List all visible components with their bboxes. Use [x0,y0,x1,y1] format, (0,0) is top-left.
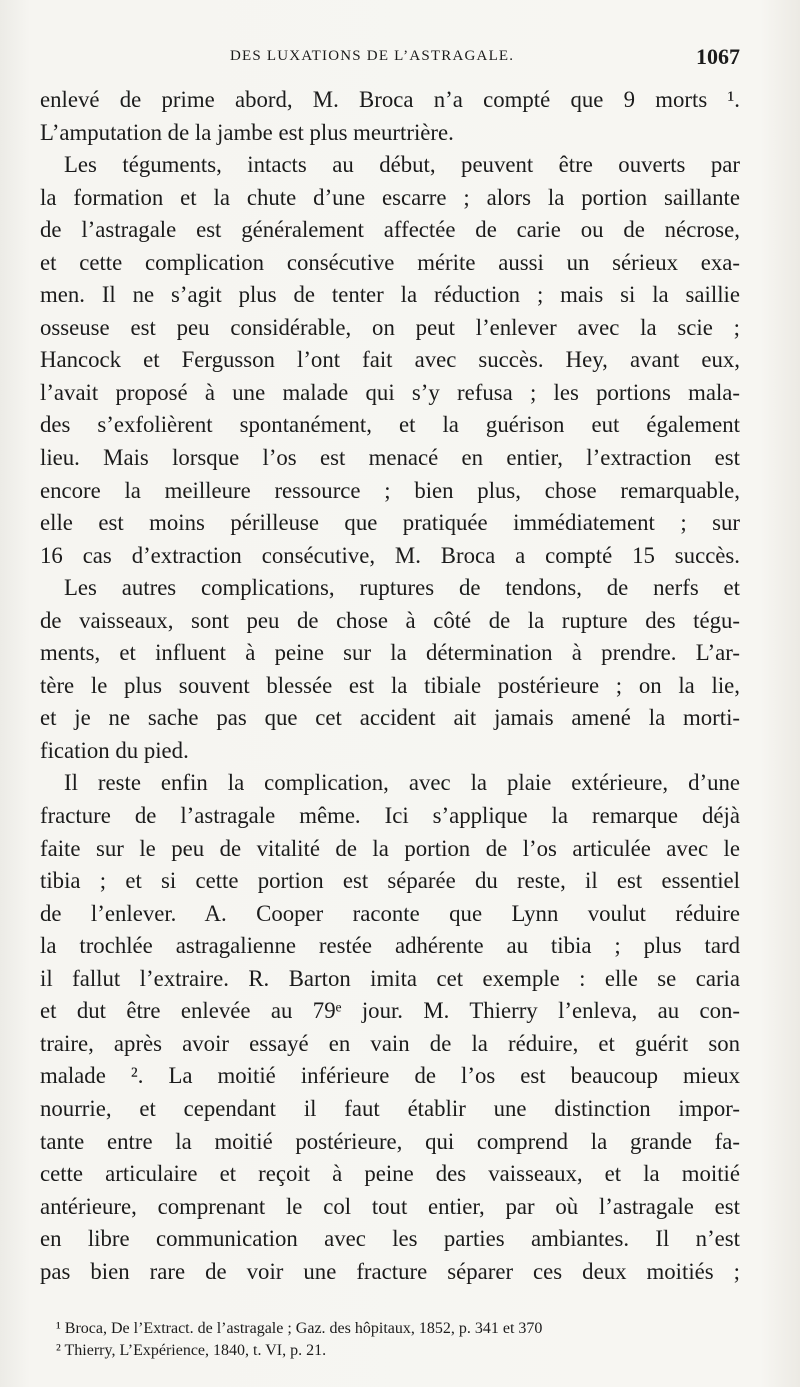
text-line: men. Il ne s’agit plus de tenter la réduction ; mais si la saillie [40,282,740,308]
text-line: la formation et la chute d’une escarre ; alors la portion saillante [40,184,740,210]
text-line: faite sur le peu de vitalité de la portion de l’os articulée avec le [40,835,740,861]
text-line: antérieure, comprenant le col tout entier, par où l’astragale est [40,1193,740,1219]
footnote-2: ² Thierry, L’Expérience, 1840, t. VI, p. 21. [56,1342,327,1359]
text-line: Il reste enfin la complication, avec la plaie extérieure, d’une [64,770,740,796]
text-line: et je ne sache pas que cet accident ait jamais amené la morti- [40,705,740,731]
text-line: nourrie, et cependant il faut établir une distinction impor- [40,1095,740,1121]
text-line: de l’enlever. A. Cooper raconte que Lynn voulut réduire [40,900,740,926]
text-line: Hancock et Fergusson l’ont fait avec succès. Hey, avant eux, [40,347,740,373]
text-line: Les autres complications, ruptures de tendons, de nerfs et [64,575,740,601]
text-line: tante entre la moitié postérieure, qui comprend la grande fa- [40,1128,740,1154]
text-line: la trochlée astragalienne restée adhérente au tibia ; plus tard [40,933,740,959]
text-line: l’avait proposé à une malade qui s’y refusa ; les portions mala- [40,379,740,405]
text-line: de l’astragale est généralement affectée de carie ou de nécrose, [40,217,740,243]
text-line: fracture de l’astragale même. Ici s’applique la remarque déjà [40,803,740,829]
text-line: pas bien rare de voir une fracture séparer ces deux moitiés ; [40,1258,740,1284]
footnote-1: ¹ Broca, De l’Extract. de l’astragale ; Gaz. des hôpitaux, 1852, p. 341 et 370 [56,1320,543,1337]
text-line: traire, après avoir essayé en vain de la réduire, et guérit son [40,1030,740,1056]
text-line: encore la meilleure ressource ; bien plus, chose remarquable, [40,477,740,503]
page-number: 1067 [696,44,740,69]
text-line: elle est moins périlleuse que pratiquée immédiatement ; sur [40,510,740,536]
text-line: des s’exfolièrent spontanément, et la guérison eut également [40,412,740,438]
footnotes [56,1318,740,1362]
text-line: L’amputation de la jambe est plus meurtrière. [40,119,454,145]
text-line: de vaisseaux, sont peu de chose à côté de la rupture des tégu- [40,607,740,633]
text-line: malade ². La moitié inférieure de l’os est beaucoup mieux [40,1063,740,1089]
text-line: et dut être enlevée au 79ᵉ jour. M. Thierry l’enleva, au con- [40,998,740,1024]
text-line: osseuse est peu considérable, on peut l’enlever avec la scie ; [40,314,740,340]
text-line: tère le plus souvent blessée est la tibiale postérieure ; on la lie, [40,672,740,698]
text-line: lieu. Mais lorsque l’os est menacé en entier, l’extraction est [40,445,740,471]
text-line: fication du pied. [40,737,189,763]
text-line: enlevé de prime abord, M. Broca n’a compté que 9 morts ¹. [40,87,740,112]
text-line: cette articulaire et reçoit à peine des vaisseaux, et la moitié [40,1161,740,1187]
text-line: en libre communication avec les parties ambiantes. Il n’est [40,1226,740,1252]
text-line: tibia ; et si cette portion est séparée du reste, il est essentiel [40,868,740,894]
page-header [40,44,740,74]
text-line: 16 cas d’extraction consécutive, M. Broca a compté 15 succès. [40,542,740,568]
text-line: il fallut l’extraire. R. Barton imita cet exemple : elle se caria [40,965,740,991]
running-head: DES LUXATIONS DE L’ASTRAGALE. [230,48,515,64]
text-line: et cette complication consécutive mérite aussi un sérieux exa- [40,249,740,275]
text-line: ments, et influent à peine sur la détermination à prendre. L’ar- [40,640,740,666]
text-line: Les téguments, intacts au début, peuvent être ouverts par [64,152,740,178]
body-text [40,84,740,1288]
